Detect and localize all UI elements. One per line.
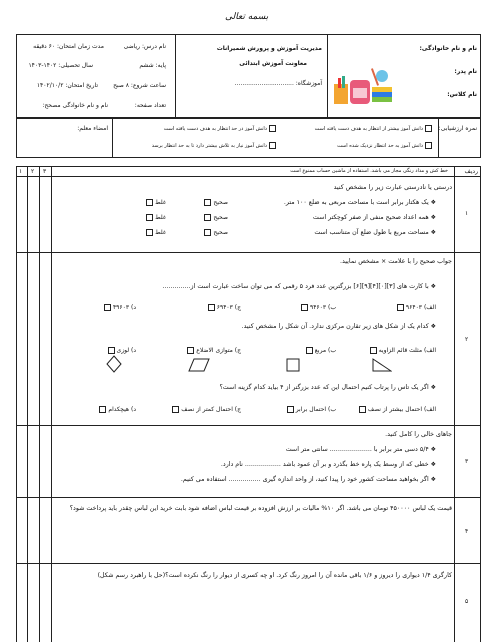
q1-false-1[interactable]: غلط	[144, 199, 166, 206]
right-triangle-icon	[372, 357, 392, 376]
col-score-1: ۱	[19, 168, 23, 175]
duration-label: مدت زمان امتحان: ۶۰ دقیقه	[33, 43, 104, 50]
q1-false-2[interactable]: غلط	[144, 214, 166, 221]
q2-a-opt-1[interactable]: الف) ۹۶۴۰۳	[395, 304, 436, 311]
q2-c-opt-4[interactable]: د) هیچکدام	[97, 406, 136, 413]
grade-label: پایه: ششم	[139, 62, 166, 69]
q2-c-text: ❖ اگر یک تاس را پرتاب کنیم احتمال این که عدد بزرگتر از ۴ بیاید کدام گزینه است؟	[219, 384, 436, 391]
grading-option-2[interactable]: دانش آموز در حد انتظار به هدف دست یافته است	[164, 125, 278, 133]
parallelogram-icon	[188, 357, 210, 376]
school-year-label: سال تحصیلی: ۱۴۰۲-۱۴۰۳	[28, 62, 93, 69]
q2-a-opt-4[interactable]: د) ۴۹۶۰۳	[102, 304, 136, 311]
q1-number: ۱	[465, 210, 469, 217]
q3-intro: جاهای خالی را کامل کنید.	[385, 431, 452, 438]
q1-true-1[interactable]: صحیح	[202, 199, 228, 206]
student-name-label: نام و نام خانوادگی:	[419, 45, 477, 52]
q4-text: قیمت یک لباس ۴۵۰۰۰۰ تومان می باشد. اگر ۱۰% مالیات بر ارزش افزوده بر قیمت لباس اضافه شود بابت خرید این لباس چقدر باید پرداخت شود؟	[69, 505, 452, 512]
q2-a-text: ❖ با کارت های [۳][۰][۴][۹][۶] بزرگترین عدد فرد ۵ رقمی که می توان ساخت عبارت است از..............	[162, 283, 436, 290]
q2-a-opt-3[interactable]: ج) ۶۹۴۰۳	[206, 304, 241, 311]
q4-number: ۴	[465, 528, 469, 535]
q2-c-opt-3[interactable]: ج) احتمال کمتر از نصف	[170, 406, 241, 413]
q2-number: ۲	[465, 336, 469, 343]
col-row-header: ردیف	[464, 168, 478, 175]
header-school: آموزشگاه: ...............................	[234, 80, 322, 87]
grading-option-4[interactable]: دانش آموز نیاز به تلاش بیشتر دارد تا به حد انتظار برسد	[152, 142, 278, 150]
q3-item-3: ❖ اگر بخواهید مساحت کشور خود را پیدا کنید، از واحد اندازه گیری ................ استفاده می کنیم.	[180, 476, 436, 483]
q1-true-3[interactable]: صحیح	[202, 229, 228, 236]
basmala: بسمه تعالی	[225, 12, 269, 22]
teacher-sign-label: امضاء معلم:	[77, 125, 108, 132]
q3-number: ۳	[465, 458, 469, 465]
q1-false-3[interactable]: غلط	[144, 229, 166, 236]
q3-item-2: ❖ خطی که از وسط یک پاره خط بگذرد و بر آن عمود باشد .................. نام دارد.	[220, 461, 436, 468]
q2-a-opt-2[interactable]: ب) ۹۴۶۰۳	[299, 304, 336, 311]
q2-b-opt-3[interactable]: ج) متوازی الاضلاع	[185, 347, 241, 354]
grading-option-1[interactable]: دانش آموز بیشتر از انتظار به هدف دست یافته است	[315, 125, 434, 133]
class-label: نام کلاس:	[447, 91, 477, 98]
grading-frame	[16, 118, 481, 158]
school-supplies-illustration	[332, 62, 394, 108]
q1-item-2: ❖ همه اعداد صحیح منفی از صفر کوچکتر است	[312, 214, 436, 221]
q2-b-opt-4[interactable]: د) لوزی	[106, 347, 136, 354]
pages-label: تعداد صفحه:	[134, 102, 166, 109]
q1-item-3: ❖ مساحت مربع با طول ضلع آن متناسب است	[314, 229, 436, 236]
q5-text: کارگری ۱/۴ دیواری را دیروز و ۱/۶ باقی مانده آن را امروز رنگ کرد. او چه کسری از دیوار را رنگ نکرده است؟(حل با راهبرد رسم شکل)	[97, 572, 452, 579]
q1-intro: درستی یا نادرستی عبارت زیر را مشخص کنید	[333, 184, 452, 191]
header-org: مدیریت آموزش و پرورش شمیرانات	[216, 45, 322, 52]
q5-number: ۵	[465, 598, 469, 605]
q2-b-text: ❖ کدام یک از شکل های زیر تقارن مرکزی ندارد. آن شکل را مشخص کنید.	[241, 323, 436, 330]
table-instructions: خط کش و مداد رنگی مجاز می باشد. استفاده از ماشین حساب ممنوع است	[290, 168, 448, 174]
exam-time-label: ساعت شروع: ۸ صبح	[113, 82, 166, 89]
q2-c-opt-2[interactable]: ب) احتمال برابر	[285, 406, 336, 413]
q1-item-1: ❖ یک هکتار برابر است با مساحت مربعی به ضلع ۱۰۰ متر.	[283, 199, 436, 206]
col-score-3: ۳	[43, 168, 47, 175]
subject-label: نام درس: ریاضی	[123, 43, 166, 50]
q2-intro: جواب صحیح را با علامت × مشخص نمایید.	[339, 258, 452, 265]
father-name-label: نام پدر:	[454, 68, 477, 75]
exam-date-label: تاریخ امتحان: ۱۴۰۲/۱۰/۲	[36, 82, 98, 89]
teacher-label: نام و نام خانوادگی مصحح:	[42, 102, 108, 109]
q2-c-opt-1[interactable]: الف) احتمال بیشتر از نصف	[357, 406, 436, 413]
q1-true-2[interactable]: صحیح	[202, 214, 228, 221]
square-icon	[286, 357, 300, 376]
q3-item-1: ❖ ۵/۴ دسی متر برابر با ..................... سانتی متر است	[285, 446, 436, 453]
q2-b-opt-2[interactable]: ب) مربع	[304, 347, 336, 354]
q2-b-opt-1[interactable]: الف) مثلث قائم الزاویه	[368, 347, 436, 354]
col-score-2: ۲	[31, 168, 35, 175]
rhombus-icon	[106, 355, 122, 377]
grading-label: نمره ارزشیابی:	[438, 125, 477, 132]
header-dept: معاونت آموزش ابتدائی	[239, 60, 307, 67]
grading-option-3[interactable]: دانش آموز به حد انتظار نزدیک شده است	[337, 142, 434, 150]
